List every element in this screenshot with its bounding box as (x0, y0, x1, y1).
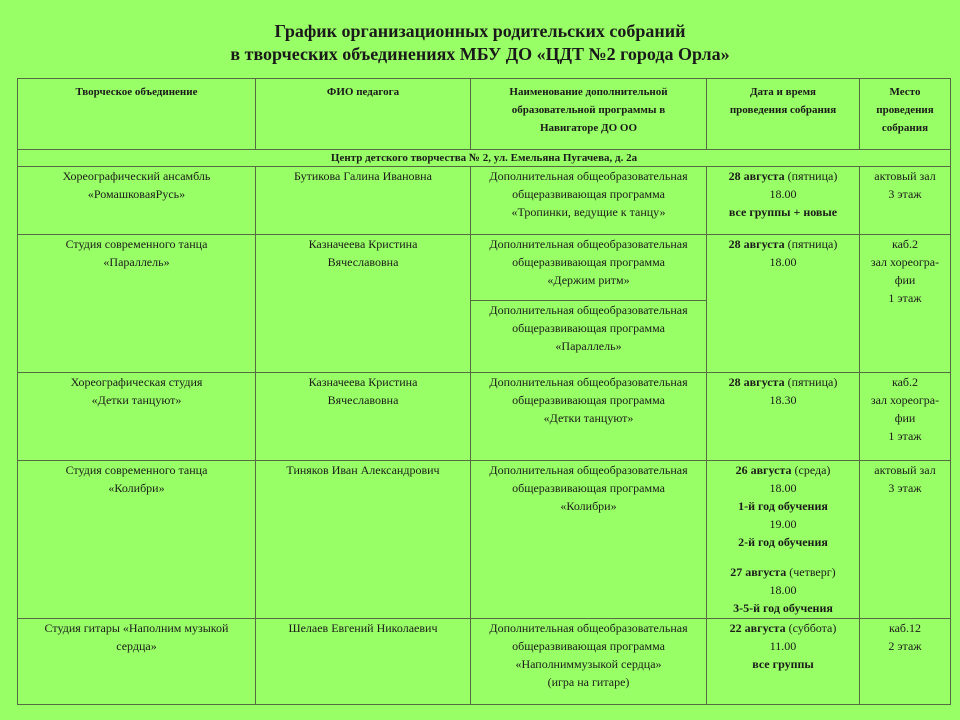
table-row (18, 373, 951, 461)
header-row (18, 79, 951, 150)
program-cell: Дополнительная общеобразовательная общеразвивающая программа «Детки танцуют» (471, 373, 707, 461)
table-row (18, 461, 951, 619)
place-cell: каб.2 зал хореогра- фии 1 этаж (860, 373, 951, 461)
title-line-1: График организационных родительских собраний (274, 21, 686, 41)
title-line-2: в творческих объединениях МБУ ДО «ЦДТ №2 города Орла» (230, 44, 730, 64)
place-cell: актовый зал 3 этаж (860, 461, 951, 619)
program-cell: Дополнительная общеобразовательная общеразвивающая программа «Тропинки, ведущие к танцу» (471, 167, 707, 235)
header-date: Дата и время проведения собрания (707, 79, 860, 150)
table-row (18, 167, 951, 235)
table-row (18, 619, 951, 705)
teacher-cell: Казначеева Кристина Вячеславовна (256, 235, 471, 373)
header-place: Место проведения собрания (860, 79, 951, 150)
program-cell: Дополнительная общеобразовательная общеразвивающая программа «Колибри» (471, 461, 707, 619)
center-row (18, 150, 951, 167)
place-cell: каб.2 зал хореогра- фии 1 этаж (860, 235, 951, 373)
date-cell: 22 августа (суббота) 11.00 все группы (707, 619, 860, 705)
date-cell: 28 августа (пятница) 18.00 все группы + новые (707, 167, 860, 235)
association-cell: Студия современного танца «Колибри» (18, 461, 256, 619)
association-cell: Хореографический ансамбль «РомашковаяРусь» (18, 167, 256, 235)
teacher-cell: Бутикова Галина Ивановна (256, 167, 471, 235)
center-address: Центр детского творчества № 2, ул. Емельяна Пугачева, д. 2а (18, 150, 951, 167)
teacher-cell: Казначеева Кристина Вячеславовна (256, 373, 471, 461)
teacher-cell: Тиняков Иван Александрович (256, 461, 471, 619)
header-association: Творческое объединение (18, 79, 256, 150)
program-cell: Дополнительная общеобразовательная общеразвивающая программа «Наполниммузыкой сердца» (игра на гитаре) (471, 619, 707, 705)
association-cell: Хореографическая студия «Детки танцуют» (18, 373, 256, 461)
place-cell: актовый зал 3 этаж (860, 167, 951, 235)
header-teacher: ФИО педагога (256, 79, 471, 150)
association-cell: Студия современного танца «Параллель» (18, 235, 256, 373)
date-cell: 26 августа (среда) 18.00 1-й год обучения 19.00 2-й год обучения 27 августа (четверг) 18.00 3-5-й год обучения (707, 461, 860, 619)
date-cell: 28 августа (пятница) 18.30 (707, 373, 860, 461)
program-cell: Дополнительная общеобразовательная общеразвивающая программа «Держим ритм» (471, 235, 707, 301)
schedule-table (17, 78, 951, 705)
program-cell: Дополнительная общеобразовательная общеразвивающая программа «Параллель» (471, 301, 707, 373)
header-program: Наименование дополнительной образовательной программы в Навигаторе ДО ОО (471, 79, 707, 150)
teacher-cell: Шелаев Евгений Николаевич (256, 619, 471, 705)
place-cell: каб.12 2 этаж (860, 619, 951, 705)
spacer (709, 551, 857, 563)
association-cell: Студия гитары «Наполним музыкой сердца» (18, 619, 256, 705)
table-row (18, 235, 951, 301)
date-cell: 28 августа (пятница) 18.00 (707, 235, 860, 373)
document-title (0, 20, 960, 66)
